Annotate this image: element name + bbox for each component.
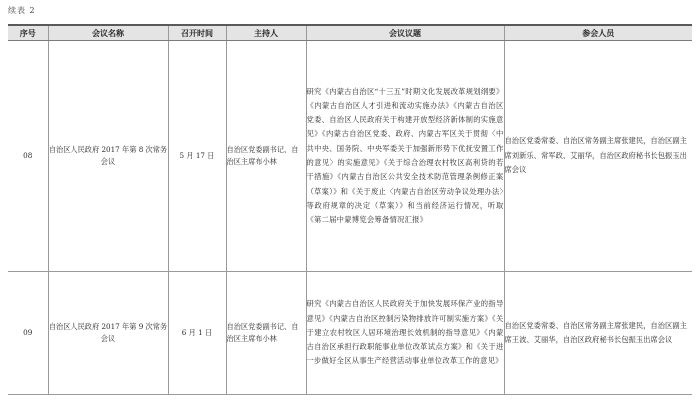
- table-row: [8, 272, 692, 395]
- meeting-name-cell: 自治区人民政府 2017 年第 9 次常务会议: [48, 272, 168, 395]
- topics-cell: 研究《内蒙古自治区人民政府关于加快发展环保产业的指导意见》《内蒙古自治区控制污染物排放许可制实施方案》《关于建立农村牧区人居环境治理长效机制的指导意见》《内蒙古自治区承担行政职能事业单位改革试点方案》和《关于进一步做好全区从事生产经营活动事业单位改革工作的意见》: [306, 272, 504, 395]
- header-attendees: 参会人员: [504, 25, 692, 41]
- header-date: 召开时间: [168, 25, 226, 41]
- serial-no-cell: 09: [8, 272, 48, 395]
- date-cell: 5 月 17 日: [168, 41, 226, 272]
- table-row: [8, 41, 692, 272]
- header-host: 主持人: [226, 25, 306, 41]
- serial-no-cell: 08: [8, 41, 48, 272]
- meeting-name-cell: 自治区人民政府 2017 年第 8 次常务会议: [48, 41, 168, 272]
- table-caption: 续表 2: [8, 6, 36, 15]
- header-row: [8, 25, 692, 41]
- header-serial-no: 序号: [8, 25, 48, 41]
- host-cell: 自治区党委副书记、自治区主席布小林: [226, 272, 306, 395]
- meetings-table: [8, 24, 692, 395]
- attendees-cell: 自治区党委常委、自治区常务副主席张建民，自治区副主席王波、艾丽华，自治区政府秘书长包振玉出席会议: [504, 272, 692, 395]
- topics-cell: 研究《内蒙古自治区“十三五”时期文化发展改革规划纲要》《内蒙古自治区人才引进和流动实施办法》《内蒙古自治区党委、自治区人民政府关于构建开放型经济新体制的实施意见》《内蒙古自治区党委、政府、内蒙古军区关于贯彻〈中共中央、国务院、中央军委关于加强新形势下优抚安置工作的意见〉的实施意见》《关于综合治理农村牧区高利贷的若干措施》《内蒙古自治区公共安全技术防范管理条例修正案（草案）》和《关于废止〈内蒙古自治区劳动争议处理办法〉等政府规章的决定（草案）》和当前经济运行情况，听取《第二届中蒙博览会筹备情况汇报》: [306, 41, 504, 272]
- date-cell: 6 月 1 日: [168, 272, 226, 395]
- host-cell: 自治区党委副书记、自治区主席布小林: [226, 41, 306, 272]
- attendees-cell: 自治区党委常委、自治区常务副主席张建民，自治区副主席刘新乐、常军政、艾丽华，自治区政府秘书长包振玉出席会议: [504, 41, 692, 272]
- header-meeting-name: 会议名称: [48, 25, 168, 41]
- header-topics: 会议议题: [306, 25, 504, 41]
